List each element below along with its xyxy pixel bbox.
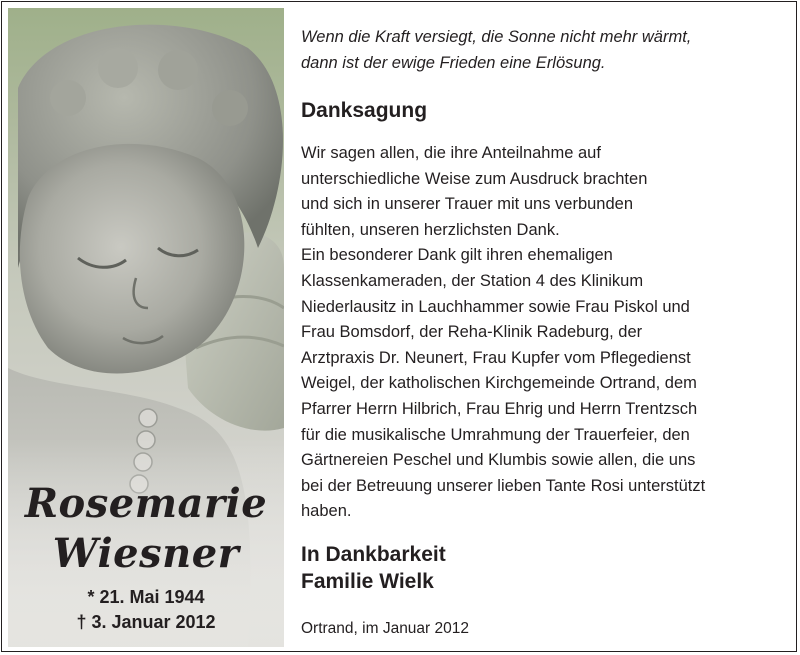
- closing-line: In Dankbarkeit: [301, 542, 446, 566]
- body-line: Gärtnereien Peschel und Klumbis sowie allen, die uns: [301, 451, 696, 470]
- body-line: haben.: [301, 502, 352, 521]
- family-name: Familie Wielk: [301, 569, 434, 593]
- motto: [301, 24, 781, 76]
- place-and-date: Ortrand, im Januar 2012: [301, 619, 470, 637]
- body-line: Arztpraxis Dr. Neunert, Frau Kupfer vom Pflegedienst: [301, 348, 691, 367]
- motto-line: dann ist der ewige Frieden eine Erlösung.: [301, 54, 606, 72]
- body-line: fühlten, unseren herzlichsten Dank.: [301, 220, 560, 239]
- body-line: Frau Bomsdorf, der Reha-Klinik Radeburg, der: [301, 323, 643, 342]
- body-line: Niederlausitz in Lauchhammer sowie Frau Piskol und: [301, 297, 690, 316]
- angel-statue-photo: [8, 8, 284, 647]
- obituary-notice: [1, 1, 797, 652]
- body-line: für die musikalische Umrahmung der Trauerfeier, den: [301, 425, 690, 444]
- body-line: bei der Betreuung unserer lieben Tante Rosi unterstützt: [301, 476, 706, 495]
- birth-date: * 21. Mai 1944: [87, 587, 205, 607]
- body-line: Wir sagen allen, die ihre Anteilnahme auf: [301, 144, 601, 162]
- body-line: Klassenkameraden, der Station 4 des Klinikum: [301, 271, 644, 290]
- heading: Danksagung: [301, 99, 428, 122]
- deceased-first-name: Rosemarie: [24, 480, 268, 527]
- deceased-last-name: Wiesner: [52, 530, 240, 577]
- body-line: und sich in unserer Trauer mit uns verbunden: [301, 195, 634, 214]
- body-line: Pfarrer Herrn Hilbrich, Frau Ehrig und Herrn Trentzsch: [301, 399, 698, 418]
- body-line: unterschiedliche Weise zum Ausdruck brachten: [301, 169, 648, 188]
- body-line: Ein besonderer Dank gilt ihren ehemaligen: [301, 246, 613, 265]
- motto-line: Wenn die Kraft versiegt, die Sonne nicht mehr wärmt,: [301, 28, 692, 46]
- thanks-text: [301, 141, 781, 525]
- body-line: Weigel, der katholischen Kirchgemeinde Ortrand, dem: [301, 374, 697, 393]
- text-column: [301, 24, 781, 639]
- closing-signature: [301, 541, 781, 595]
- death-date: † 3. Januar 2012: [76, 612, 216, 632]
